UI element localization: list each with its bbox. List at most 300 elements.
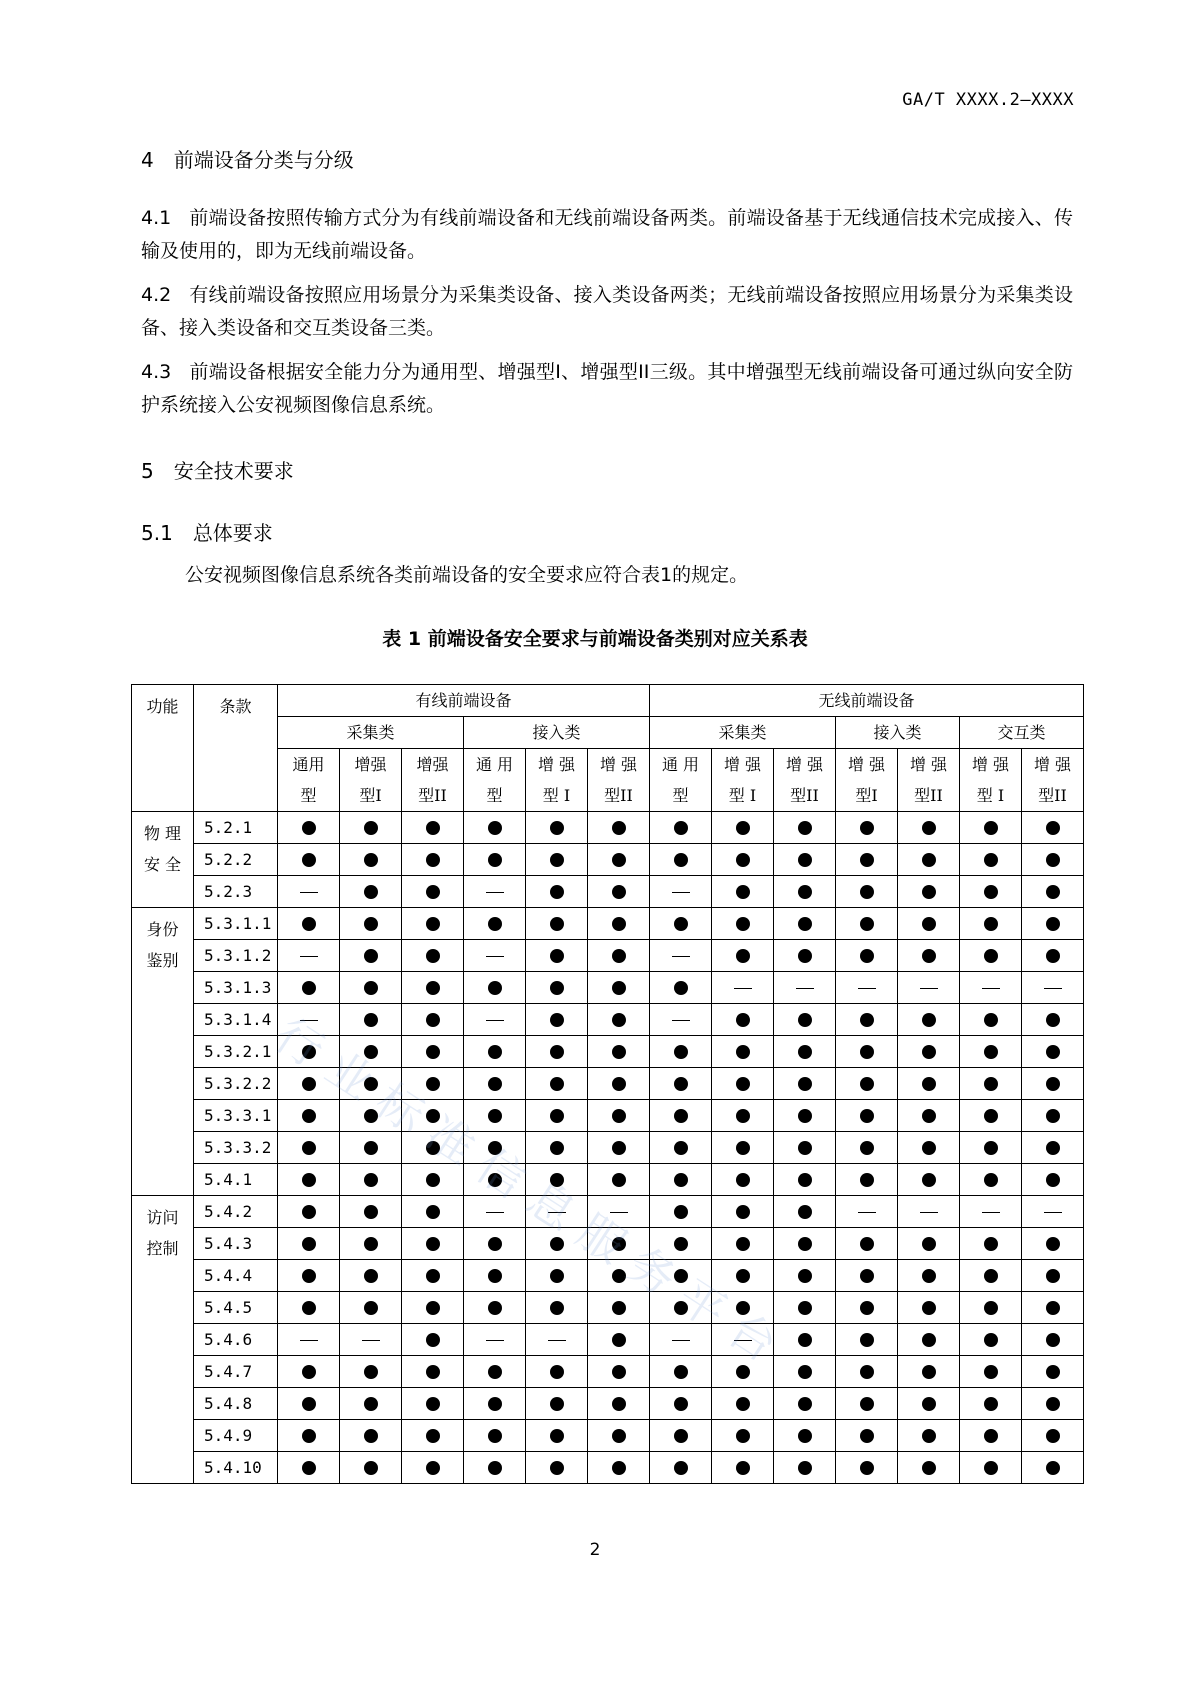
required-dot-icon xyxy=(550,1429,564,1443)
header-grade-line: 型I xyxy=(855,786,878,805)
category-label: 控制 xyxy=(146,1239,179,1258)
required-dot-icon xyxy=(922,1109,936,1123)
table-row xyxy=(132,1292,1084,1324)
header-clause: 条款 xyxy=(194,685,278,812)
required-dot-icon xyxy=(860,917,874,931)
clause-cell: 5.2.1 xyxy=(194,812,278,844)
header-grade xyxy=(464,749,526,812)
required-cell xyxy=(960,908,1022,940)
required-cell xyxy=(1022,1228,1084,1260)
required-dot-icon xyxy=(364,1045,378,1059)
required-dot-icon xyxy=(550,1141,564,1155)
required-dot-icon xyxy=(984,1301,998,1315)
required-cell xyxy=(340,1420,402,1452)
required-cell xyxy=(588,1292,650,1324)
required-cell xyxy=(712,1388,774,1420)
required-dot-icon xyxy=(674,1045,688,1059)
required-dot-icon xyxy=(426,981,440,995)
table-row xyxy=(132,1004,1084,1036)
required-dot-icon xyxy=(302,1109,316,1123)
dash-icon xyxy=(734,988,752,989)
required-dot-icon xyxy=(488,1077,502,1091)
required-cell xyxy=(278,1356,340,1388)
required-dot-icon xyxy=(984,885,998,899)
required-dot-icon xyxy=(364,1141,378,1155)
required-dot-icon xyxy=(1046,1333,1060,1347)
required-dot-icon xyxy=(798,1237,812,1251)
clause-cell: 5.4.7 xyxy=(194,1356,278,1388)
required-cell xyxy=(898,876,960,908)
required-cell xyxy=(402,1388,464,1420)
dash-icon xyxy=(300,1020,318,1021)
required-cell xyxy=(712,1420,774,1452)
header-grade xyxy=(712,749,774,812)
required-dot-icon xyxy=(426,1429,440,1443)
required-cell xyxy=(588,940,650,972)
required-dot-icon xyxy=(984,1173,998,1187)
required-dot-icon xyxy=(860,1045,874,1059)
required-cell xyxy=(402,876,464,908)
required-dot-icon xyxy=(550,1461,564,1475)
required-cell xyxy=(836,1420,898,1452)
required-cell xyxy=(278,1164,340,1196)
table-row xyxy=(132,1036,1084,1068)
required-cell xyxy=(402,940,464,972)
required-cell xyxy=(1022,940,1084,972)
required-dot-icon xyxy=(674,821,688,835)
required-dot-icon xyxy=(612,1077,626,1091)
required-cell xyxy=(898,940,960,972)
required-dot-icon xyxy=(984,821,998,835)
required-cell xyxy=(898,1420,960,1452)
required-dot-icon xyxy=(860,1013,874,1027)
required-dot-icon xyxy=(1046,1045,1060,1059)
required-dot-icon xyxy=(612,1269,626,1283)
required-cell xyxy=(464,1452,526,1484)
required-dot-icon xyxy=(550,1077,564,1091)
required-cell xyxy=(774,1036,836,1068)
required-cell xyxy=(588,812,650,844)
not-applicable-cell xyxy=(650,1324,712,1356)
required-dot-icon xyxy=(612,949,626,963)
required-cell xyxy=(464,1164,526,1196)
required-cell xyxy=(402,1036,464,1068)
required-cell xyxy=(960,1228,1022,1260)
required-dot-icon xyxy=(364,1077,378,1091)
table-title: 表 1 前端设备安全要求与前端设备类别对应关系表 xyxy=(382,628,808,650)
required-dot-icon xyxy=(798,853,812,867)
header-grade xyxy=(1022,749,1084,812)
required-dot-icon xyxy=(612,1237,626,1251)
dash-icon xyxy=(920,1212,938,1213)
required-dot-icon xyxy=(426,1333,440,1347)
required-cell xyxy=(836,1068,898,1100)
required-cell xyxy=(898,844,960,876)
not-applicable-cell xyxy=(1022,972,1084,1004)
header-grade-line: 型I xyxy=(359,786,382,805)
required-cell xyxy=(960,1260,1022,1292)
required-cell xyxy=(526,1420,588,1452)
required-cell xyxy=(960,844,1022,876)
header-grade xyxy=(278,749,340,812)
required-cell xyxy=(464,1036,526,1068)
required-cell xyxy=(588,1388,650,1420)
required-dot-icon xyxy=(302,1237,316,1251)
required-dot-icon xyxy=(426,1269,440,1283)
required-dot-icon xyxy=(736,1109,750,1123)
required-dot-icon xyxy=(860,885,874,899)
required-cell xyxy=(650,1196,712,1228)
required-cell xyxy=(1022,844,1084,876)
required-cell xyxy=(774,1164,836,1196)
required-dot-icon xyxy=(984,1333,998,1347)
required-dot-icon xyxy=(674,1077,688,1091)
required-cell xyxy=(960,1036,1022,1068)
required-dot-icon xyxy=(426,1461,440,1475)
section-4-2: 4.2 有线前端设备按照应用场景分为采集类设备、接入类设备两类；无线前端设备按照应用场景分为采集类设备、接入类设备和交互类设备三类。 xyxy=(141,284,1073,339)
required-dot-icon xyxy=(612,821,626,835)
required-dot-icon xyxy=(922,1013,936,1027)
required-cell xyxy=(774,1292,836,1324)
required-dot-icon xyxy=(488,1045,502,1059)
required-cell xyxy=(402,844,464,876)
required-cell xyxy=(588,1036,650,1068)
dash-icon xyxy=(1044,988,1062,989)
required-dot-icon xyxy=(612,1109,626,1123)
clause-cell: 5.3.1.1 xyxy=(194,908,278,940)
required-dot-icon xyxy=(302,1141,316,1155)
not-applicable-cell xyxy=(650,940,712,972)
required-cell xyxy=(526,1292,588,1324)
required-dot-icon xyxy=(612,1429,626,1443)
clause-cell: 5.3.2.2 xyxy=(194,1068,278,1100)
required-cell xyxy=(836,1324,898,1356)
required-dot-icon xyxy=(488,1461,502,1475)
required-dot-icon xyxy=(426,1205,440,1219)
required-cell xyxy=(898,1100,960,1132)
clause-cell: 5.4.2 xyxy=(194,1196,278,1228)
required-dot-icon xyxy=(984,1013,998,1027)
required-dot-icon xyxy=(550,1269,564,1283)
header-grade xyxy=(402,749,464,812)
required-cell xyxy=(960,1388,1022,1420)
required-dot-icon xyxy=(426,1365,440,1379)
required-dot-icon xyxy=(922,1301,936,1315)
required-dot-icon xyxy=(984,853,998,867)
required-cell xyxy=(278,1132,340,1164)
required-cell xyxy=(526,1388,588,1420)
required-cell xyxy=(836,1452,898,1484)
required-cell xyxy=(340,908,402,940)
required-dot-icon xyxy=(302,1461,316,1475)
required-cell xyxy=(836,1004,898,1036)
required-cell xyxy=(526,1260,588,1292)
required-cell xyxy=(402,1260,464,1292)
required-cell xyxy=(1022,1068,1084,1100)
required-cell xyxy=(650,1228,712,1260)
required-dot-icon xyxy=(798,1045,812,1059)
required-dot-icon xyxy=(922,1141,936,1155)
required-cell xyxy=(774,1260,836,1292)
required-cell xyxy=(712,1452,774,1484)
required-cell xyxy=(836,876,898,908)
required-dot-icon xyxy=(1046,1301,1060,1315)
required-cell xyxy=(278,1036,340,1068)
required-cell xyxy=(278,1292,340,1324)
dash-icon xyxy=(300,892,318,893)
required-cell xyxy=(588,1100,650,1132)
required-dot-icon xyxy=(488,1269,502,1283)
required-cell xyxy=(712,1292,774,1324)
not-applicable-cell xyxy=(898,972,960,1004)
required-dot-icon xyxy=(550,853,564,867)
required-dot-icon xyxy=(302,1269,316,1283)
required-dot-icon xyxy=(612,1365,626,1379)
required-cell xyxy=(402,1196,464,1228)
not-applicable-cell xyxy=(712,972,774,1004)
table-row xyxy=(132,1100,1084,1132)
required-cell xyxy=(340,1068,402,1100)
required-dot-icon xyxy=(364,1109,378,1123)
table-row xyxy=(132,1164,1084,1196)
required-cell xyxy=(774,1132,836,1164)
table-row xyxy=(132,940,1084,972)
required-dot-icon xyxy=(550,1237,564,1251)
required-cell xyxy=(340,1228,402,1260)
required-cell xyxy=(588,972,650,1004)
required-dot-icon xyxy=(798,821,812,835)
header-grade-line: 通 用 xyxy=(475,755,514,774)
required-cell xyxy=(340,1004,402,1036)
required-dot-icon xyxy=(364,1301,378,1315)
required-dot-icon xyxy=(674,981,688,995)
header-wired: 有线前端设备 xyxy=(278,685,650,717)
table-row xyxy=(132,1356,1084,1388)
required-cell xyxy=(836,940,898,972)
required-dot-icon xyxy=(674,1141,688,1155)
required-dot-icon xyxy=(302,853,316,867)
required-dot-icon xyxy=(612,1141,626,1155)
required-cell xyxy=(712,908,774,940)
required-dot-icon xyxy=(302,1173,316,1187)
required-cell xyxy=(340,972,402,1004)
required-dot-icon xyxy=(922,853,936,867)
required-dot-icon xyxy=(488,1301,502,1315)
required-cell xyxy=(340,1196,402,1228)
required-cell xyxy=(712,1164,774,1196)
required-dot-icon xyxy=(1046,1461,1060,1475)
required-cell xyxy=(836,1292,898,1324)
required-cell xyxy=(774,812,836,844)
required-cell xyxy=(898,908,960,940)
required-dot-icon xyxy=(798,917,812,931)
dash-icon xyxy=(672,892,690,893)
required-cell xyxy=(712,1356,774,1388)
required-dot-icon xyxy=(1046,1141,1060,1155)
required-cell xyxy=(898,1164,960,1196)
required-dot-icon xyxy=(798,1205,812,1219)
required-cell xyxy=(712,1100,774,1132)
dash-icon xyxy=(1044,1212,1062,1213)
required-cell xyxy=(278,972,340,1004)
required-cell xyxy=(1022,1452,1084,1484)
required-cell xyxy=(526,940,588,972)
table-row xyxy=(132,972,1084,1004)
required-dot-icon xyxy=(426,885,440,899)
table-row xyxy=(132,1196,1084,1228)
required-dot-icon xyxy=(364,821,378,835)
required-dot-icon xyxy=(922,1269,936,1283)
required-cell xyxy=(774,1196,836,1228)
required-dot-icon xyxy=(426,1045,440,1059)
required-dot-icon xyxy=(798,1077,812,1091)
required-cell xyxy=(340,844,402,876)
required-cell xyxy=(588,1356,650,1388)
required-cell xyxy=(588,1324,650,1356)
required-cell xyxy=(712,1228,774,1260)
category-label: 物 理 xyxy=(143,824,182,843)
required-dot-icon xyxy=(364,1205,378,1219)
header-row-1 xyxy=(132,685,1084,717)
not-applicable-cell xyxy=(464,1196,526,1228)
required-cell xyxy=(712,1132,774,1164)
required-cell xyxy=(712,1068,774,1100)
standard-code: GA/T XXXX.2—XXXX xyxy=(902,90,1074,110)
required-dot-icon xyxy=(922,885,936,899)
header-grade xyxy=(774,749,836,812)
required-dot-icon xyxy=(674,1173,688,1187)
header-grade-line: 型 xyxy=(672,786,689,805)
required-dot-icon xyxy=(550,949,564,963)
required-cell xyxy=(774,1100,836,1132)
required-dot-icon xyxy=(736,1429,750,1443)
required-dot-icon xyxy=(736,1173,750,1187)
header-wireless-interact: 交互类 xyxy=(960,717,1084,749)
required-dot-icon xyxy=(1046,1109,1060,1123)
required-cell xyxy=(526,1356,588,1388)
required-dot-icon xyxy=(364,1461,378,1475)
not-applicable-cell xyxy=(340,1324,402,1356)
not-applicable-cell xyxy=(774,972,836,1004)
required-dot-icon xyxy=(922,1173,936,1187)
table-row xyxy=(132,1388,1084,1420)
required-dot-icon xyxy=(364,917,378,931)
dash-icon xyxy=(858,988,876,989)
required-dot-icon xyxy=(922,1333,936,1347)
required-dot-icon xyxy=(798,885,812,899)
required-dot-icon xyxy=(488,917,502,931)
required-cell xyxy=(340,876,402,908)
header-grade-line: 型 I xyxy=(976,786,1005,805)
required-cell xyxy=(340,1164,402,1196)
required-dot-icon xyxy=(488,821,502,835)
not-applicable-cell xyxy=(650,876,712,908)
not-applicable-cell xyxy=(836,1196,898,1228)
required-cell xyxy=(774,1452,836,1484)
required-cell xyxy=(278,908,340,940)
table-row xyxy=(132,1452,1084,1484)
required-cell xyxy=(898,1356,960,1388)
required-dot-icon xyxy=(550,1109,564,1123)
required-dot-icon xyxy=(1046,1077,1060,1091)
required-cell xyxy=(712,844,774,876)
required-cell xyxy=(898,812,960,844)
required-dot-icon xyxy=(550,1365,564,1379)
section-5-1-heading: 5.1 总体要求 xyxy=(141,521,273,545)
required-cell xyxy=(898,1004,960,1036)
required-dot-icon xyxy=(488,1173,502,1187)
required-cell xyxy=(402,972,464,1004)
required-dot-icon xyxy=(984,1237,998,1251)
required-dot-icon xyxy=(426,1013,440,1027)
required-cell xyxy=(402,1420,464,1452)
dash-icon xyxy=(672,1020,690,1021)
category-label: 访问 xyxy=(146,1208,179,1227)
required-cell xyxy=(898,1292,960,1324)
required-cell xyxy=(402,1100,464,1132)
required-dot-icon xyxy=(736,917,750,931)
section-4-heading: 4 前端设备分类与分级 xyxy=(141,148,354,172)
table-row xyxy=(132,812,1084,844)
required-dot-icon xyxy=(798,1141,812,1155)
required-cell xyxy=(588,1452,650,1484)
required-cell xyxy=(402,812,464,844)
table-row xyxy=(132,1228,1084,1260)
required-cell xyxy=(960,940,1022,972)
required-cell xyxy=(526,1228,588,1260)
required-cell xyxy=(464,972,526,1004)
required-cell xyxy=(402,1324,464,1356)
required-dot-icon xyxy=(302,917,316,931)
required-cell xyxy=(650,812,712,844)
required-cell xyxy=(712,876,774,908)
header-wired-access: 接入类 xyxy=(464,717,650,749)
dash-icon xyxy=(920,988,938,989)
required-dot-icon xyxy=(1046,821,1060,835)
header-grade-line: 型 I xyxy=(728,786,757,805)
not-applicable-cell xyxy=(464,940,526,972)
required-dot-icon xyxy=(488,1237,502,1251)
required-dot-icon xyxy=(550,885,564,899)
not-applicable-cell xyxy=(464,1004,526,1036)
required-dot-icon xyxy=(302,1365,316,1379)
clause-cell: 5.4.3 xyxy=(194,1228,278,1260)
required-dot-icon xyxy=(364,853,378,867)
header-grade-line: 型 xyxy=(300,786,317,805)
clause-cell: 5.2.3 xyxy=(194,876,278,908)
table-row xyxy=(132,1324,1084,1356)
required-cell xyxy=(526,1004,588,1036)
required-cell xyxy=(650,1036,712,1068)
required-dot-icon xyxy=(550,1397,564,1411)
required-cell xyxy=(774,1388,836,1420)
required-dot-icon xyxy=(798,1461,812,1475)
required-dot-icon xyxy=(860,1301,874,1315)
header-grade-line: 增 强 xyxy=(847,755,886,774)
required-dot-icon xyxy=(612,1461,626,1475)
required-cell xyxy=(960,876,1022,908)
required-cell xyxy=(278,1260,340,1292)
required-dot-icon xyxy=(364,1429,378,1443)
required-dot-icon xyxy=(736,949,750,963)
required-cell xyxy=(402,1292,464,1324)
required-dot-icon xyxy=(984,917,998,931)
required-cell xyxy=(526,876,588,908)
clause-cell: 5.4.6 xyxy=(194,1324,278,1356)
required-dot-icon xyxy=(426,1301,440,1315)
required-cell xyxy=(526,1132,588,1164)
required-cell xyxy=(836,908,898,940)
